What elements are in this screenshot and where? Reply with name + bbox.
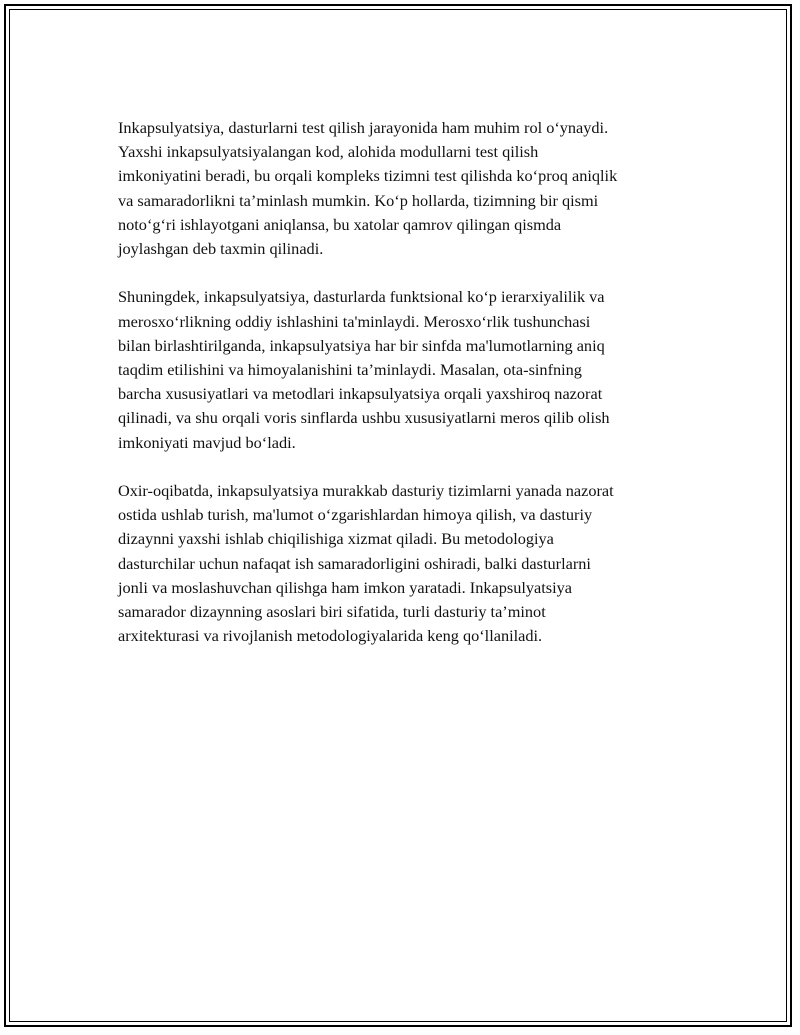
document-body — [118, 116, 698, 673]
paragraph-testing: Inkapsulyatsiya, dasturlarni test qilish jarayonida ham muhim rol oʻynaydi. Yaxshi inkapsulyatsiyalangan kod, alohida modullarni test qilish imkoniyatini beradi, bu orqali kompleks tizimni test qilishda koʻproq aniqlik va samaradorlikni ta’minlash mumkin. Koʻp hollarda, tizimning bir qismi notoʻgʻri ishlayotgani aniqlansa, bu xatolar qamrov qilingan qismda joylashgan deb taxmin qilinadi. — [118, 118, 618, 259]
paragraph-inheritance: Shuningdek, inkapsulyatsiya, dasturlarda funktsional koʻp ierarxiyalilik va merosxoʻrlikning oddiy ishlashini ta'minlaydi. Merosxoʻrlik tushunchasi bilan birlashtirilganda, inkapsulyatsiya har bir sinfda ma'lumotlarning aniq taqdim etilishini va himoyalanishini ta’minlaydi. Masalan, ota-sinfning barcha xususiyatlari va metodlari inkapsulyatsiya orqali yaxshiroq nazorat qilinadi, va shu orqali voris sinflarda ushbu xususiyatlarni meros qilib olish imkoniyati mavjud boʻladi. — [118, 287, 610, 452]
paragraph-conclusion: Oxir-oqibatda, inkapsulyatsiya murakkab dasturiy tizimlarni yanada nazorat ostida ushlab turish, ma'lumot oʻzgarishlardan himoya qilish, va dasturiy dizaynni yaxshi ishlab chiqilishiga xizmat qiladi. Bu metodologiya dasturchilar uchun nafaqat ish samaradorligini oshiradi, balki dasturlarni jonli va moslashuvchan qilishga ham imkon yaratadi. Inkapsulyatsiya samarador dizaynning asoslari biri sifatida, turli dasturiy ta’minot arxitekturasi va rivojlanish metodologiyalarida keng qoʻllaniladi. — [118, 481, 614, 646]
